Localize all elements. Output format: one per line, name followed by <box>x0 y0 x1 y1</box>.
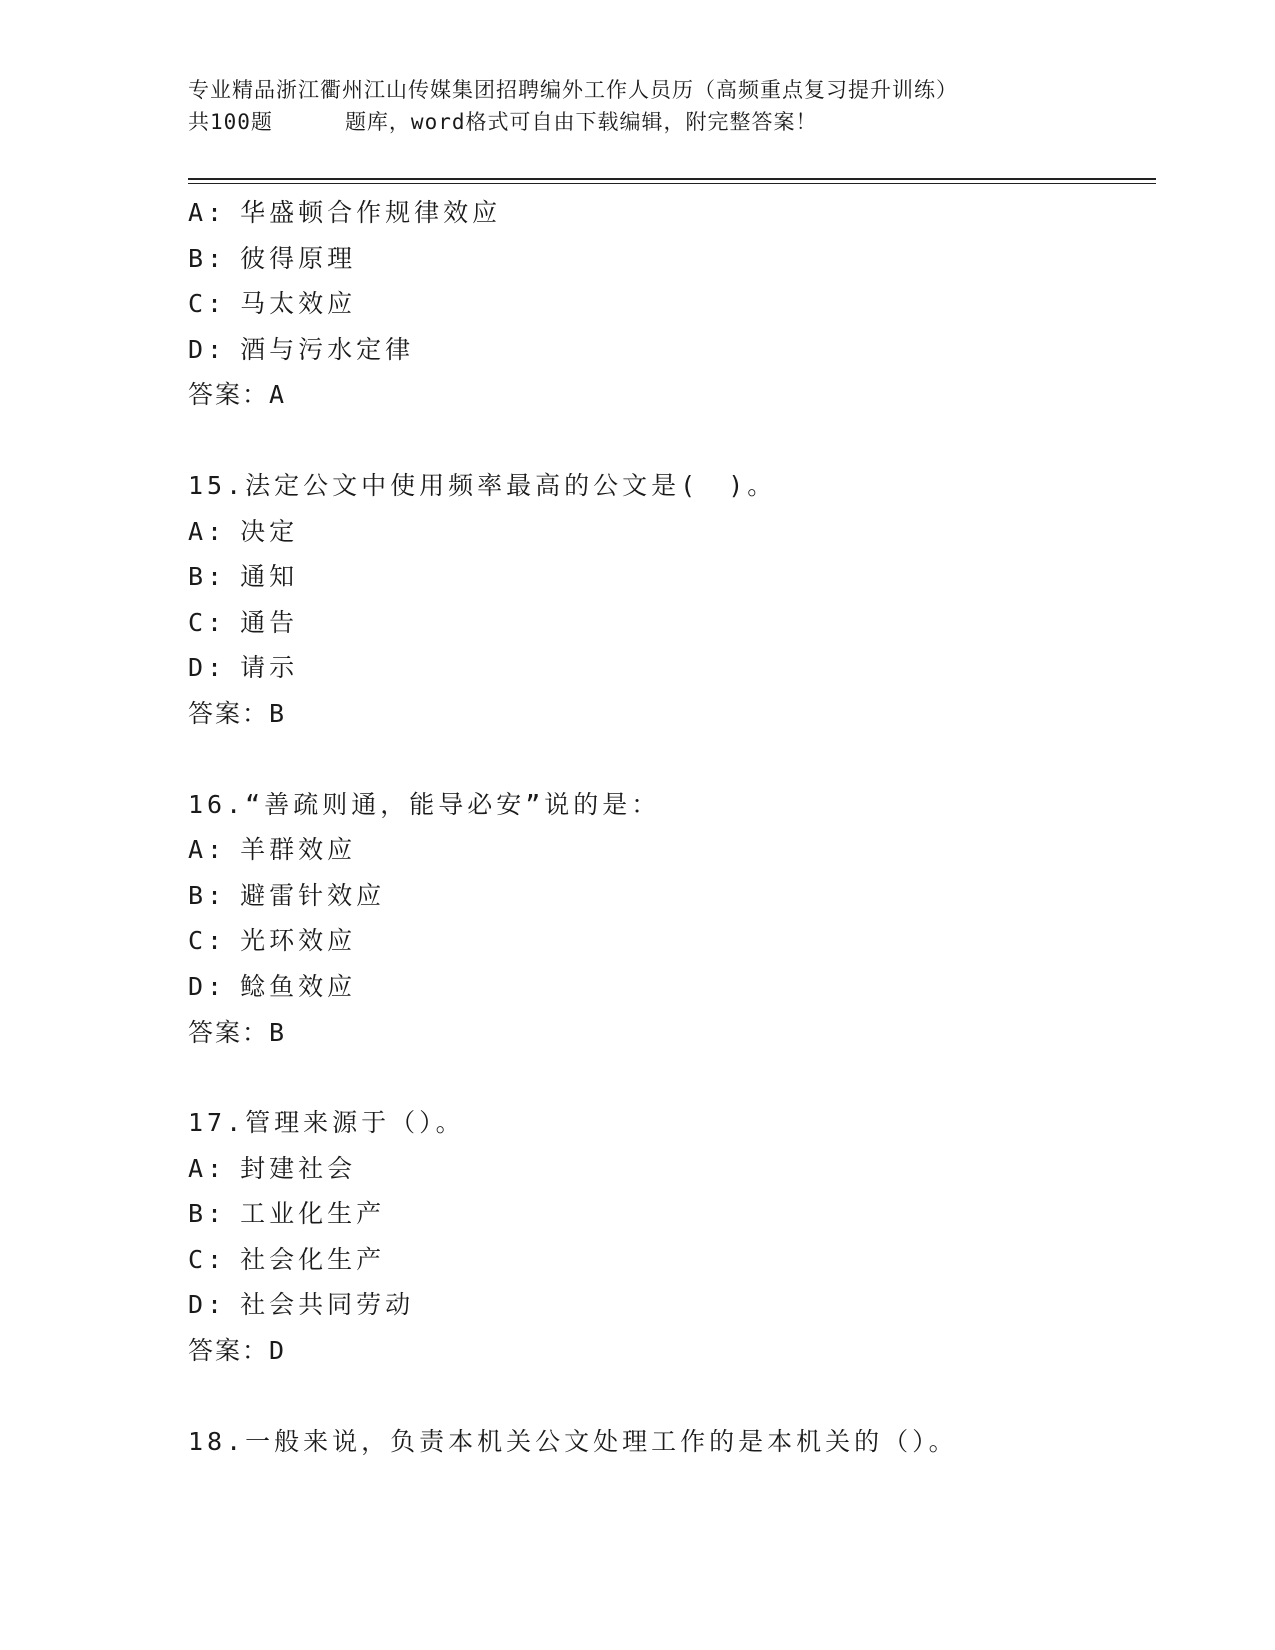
question-list <box>188 190 1156 1464</box>
option-a: A: 华盛顿合作规律效应 <box>188 198 502 227</box>
option-d: D: 请示 <box>188 653 299 683</box>
option-a: A: 封建社会 <box>188 1153 357 1183</box>
answer: 答案：A <box>188 380 287 410</box>
option-b: B: 通知 <box>188 562 299 592</box>
question-15 <box>188 463 1156 737</box>
option-c: C: 光环效应 <box>188 926 357 956</box>
option-c: C: 社会化生产 <box>188 1244 386 1274</box>
document-header <box>188 74 958 138</box>
question-text: 15.法定公文中使用频率最高的公文是( )。 <box>188 470 777 500</box>
answer: 答案：D <box>188 1336 287 1366</box>
option-b: B: 避雷针效应 <box>188 880 386 910</box>
question-text: 17.管理来源于（）。 <box>188 1108 465 1138</box>
question-text: 18.一般来说，负责本机关公文处理工作的是本机关的（）。 <box>188 1426 958 1456</box>
document-description: 题库，word格式可自由下载编辑，附完整答案！ <box>344 110 818 134</box>
option-a: A: 决定 <box>188 516 299 546</box>
header-divider-thick <box>188 178 1156 180</box>
option-d: D: 社会共同劳动 <box>188 1290 415 1320</box>
question-18 <box>188 1419 1156 1465</box>
header-divider-thin <box>188 183 1156 184</box>
option-c: C: 马太效应 <box>188 289 357 319</box>
option-a: A: 羊群效应 <box>188 835 357 865</box>
document-title: 专业精品浙江衢州江山传媒集团招聘编外工作人员历（高频重点复习提升训练） <box>188 78 958 102</box>
question-14 <box>188 190 1156 418</box>
answer: 答案：B <box>188 1017 287 1047</box>
question-17 <box>188 1100 1156 1374</box>
option-d: D: 酒与污水定律 <box>188 334 415 364</box>
document-subtitle <box>188 106 958 138</box>
option-b: B: 彼得原理 <box>188 243 357 273</box>
answer: 答案：B <box>188 698 287 728</box>
question-count: 共100题 <box>188 110 273 134</box>
option-b: B: 工业化生产 <box>188 1199 386 1229</box>
question-text: 16.“善疏则通，能导必安”说的是： <box>188 789 661 819</box>
question-16 <box>188 782 1156 1056</box>
option-d: D: 鲶鱼效应 <box>188 971 357 1001</box>
option-c: C: 通告 <box>188 607 299 637</box>
